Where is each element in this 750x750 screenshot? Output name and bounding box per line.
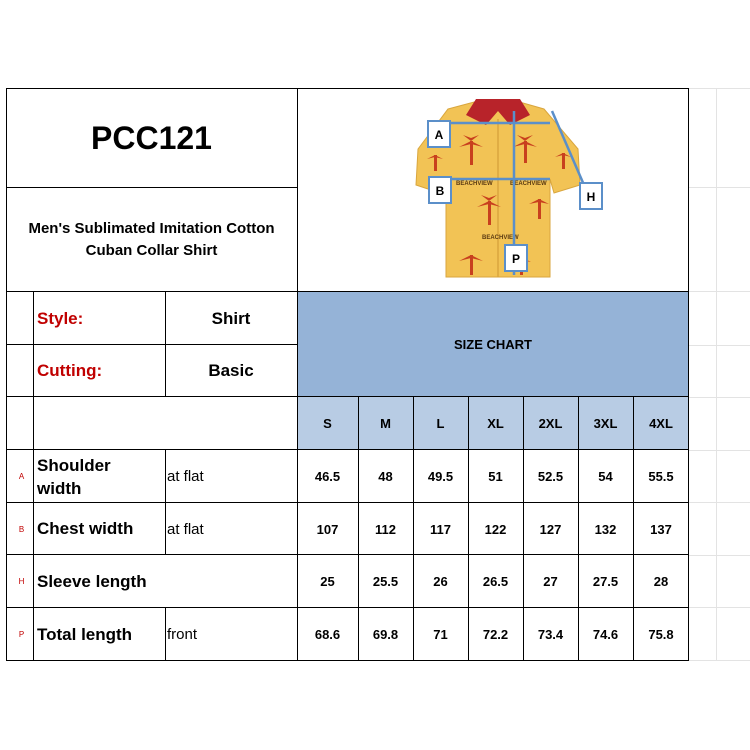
- value-cell: 27: [543, 574, 558, 589]
- shirt-diagram: [298, 89, 688, 291]
- value-cell: 137: [650, 521, 672, 537]
- size-header-xl: XL: [487, 416, 504, 431]
- diagram-label-a: [428, 121, 450, 147]
- cutting-value: Basic: [208, 361, 254, 380]
- value-cell: 55.5: [648, 469, 674, 484]
- product-description-line2: Cuban Collar Shirt: [85, 241, 218, 259]
- size-chart-title: SIZE CHART: [454, 337, 532, 352]
- value-cell: 73.4: [537, 627, 564, 642]
- measurement-name-line2: width: [37, 478, 82, 498]
- value-cell: 25: [320, 574, 335, 589]
- size-header-m: M: [380, 416, 391, 431]
- value-cell: 117: [430, 521, 451, 537]
- svg-text:A: A: [434, 128, 444, 142]
- measurement-method: at flat: [167, 520, 204, 538]
- value-cell: 26.5: [482, 574, 509, 589]
- print-text-lower: BEACHVIEW: [482, 235, 519, 241]
- diagram-label-p: [505, 245, 527, 271]
- style-value: Shirt: [211, 308, 251, 328]
- product-description: [6, 188, 297, 291]
- size-header-4xl: 4XL: [649, 416, 673, 431]
- measurement-method: front: [167, 626, 198, 643]
- value-cell: 51: [488, 469, 503, 484]
- value-cell: 28: [653, 574, 669, 589]
- value-cell: 132: [594, 521, 617, 537]
- size-header-s: S: [323, 416, 332, 431]
- style-label: Style:: [37, 308, 84, 328]
- value-cell: 112: [375, 521, 396, 537]
- measurement-name-shoulder: [37, 450, 165, 503]
- row-marker-h: H: [18, 577, 25, 586]
- row-marker-a: A: [18, 472, 25, 481]
- value-cell: 127: [539, 521, 562, 537]
- svg-text:P: P: [511, 252, 521, 266]
- value-cell: 71: [433, 627, 448, 642]
- print-text-left: BEACHVIEW: [456, 181, 493, 187]
- value-cell: 26: [433, 574, 448, 589]
- diagram-label-h: [580, 183, 602, 209]
- size-header-l: L: [436, 416, 445, 431]
- value-cell: 54: [598, 469, 613, 484]
- size-header-2xl: 2XL: [538, 416, 563, 431]
- value-cell: 75.8: [648, 627, 674, 642]
- diagram-label-b: [429, 177, 451, 203]
- value-cell: 52.5: [537, 469, 564, 484]
- value-cell: 46.5: [314, 469, 341, 484]
- value-cell: 72.2: [482, 627, 509, 642]
- value-cell: 25.5: [372, 574, 399, 589]
- value-cell: 49.5: [427, 469, 454, 484]
- value-cell: 74.6: [592, 627, 619, 642]
- measurement-name-sleeve: Sleeve length: [37, 571, 147, 591]
- svg-text:B: B: [435, 184, 445, 198]
- print-text-right: BEACHVIEW: [510, 181, 547, 187]
- value-cell: 107: [316, 521, 339, 537]
- measurement-method: at flat: [167, 468, 204, 485]
- shirt-measurement-image: [298, 89, 688, 291]
- value-cell: 122: [484, 521, 507, 537]
- measurement-name-total-length: Total length: [37, 624, 133, 644]
- cutting-label: Cutting:: [37, 361, 103, 380]
- row-marker-b: B: [18, 524, 25, 534]
- row-marker-p: P: [18, 630, 25, 639]
- value-cell: 68.6: [314, 627, 341, 642]
- product-description-line1: Men's Sublimated Imitation Cotton: [28, 219, 275, 237]
- value-cell: 27.5: [592, 574, 619, 589]
- value-cell: 69.8: [372, 627, 399, 642]
- product-code: PCC121: [91, 119, 212, 156]
- measurement-name-line1: Shoulder: [37, 455, 111, 475]
- value-cell: 48: [378, 469, 393, 484]
- measurement-name-chest: Chest width: [37, 519, 134, 538]
- size-header-3xl: 3XL: [593, 416, 618, 431]
- svg-text:H: H: [586, 190, 596, 204]
